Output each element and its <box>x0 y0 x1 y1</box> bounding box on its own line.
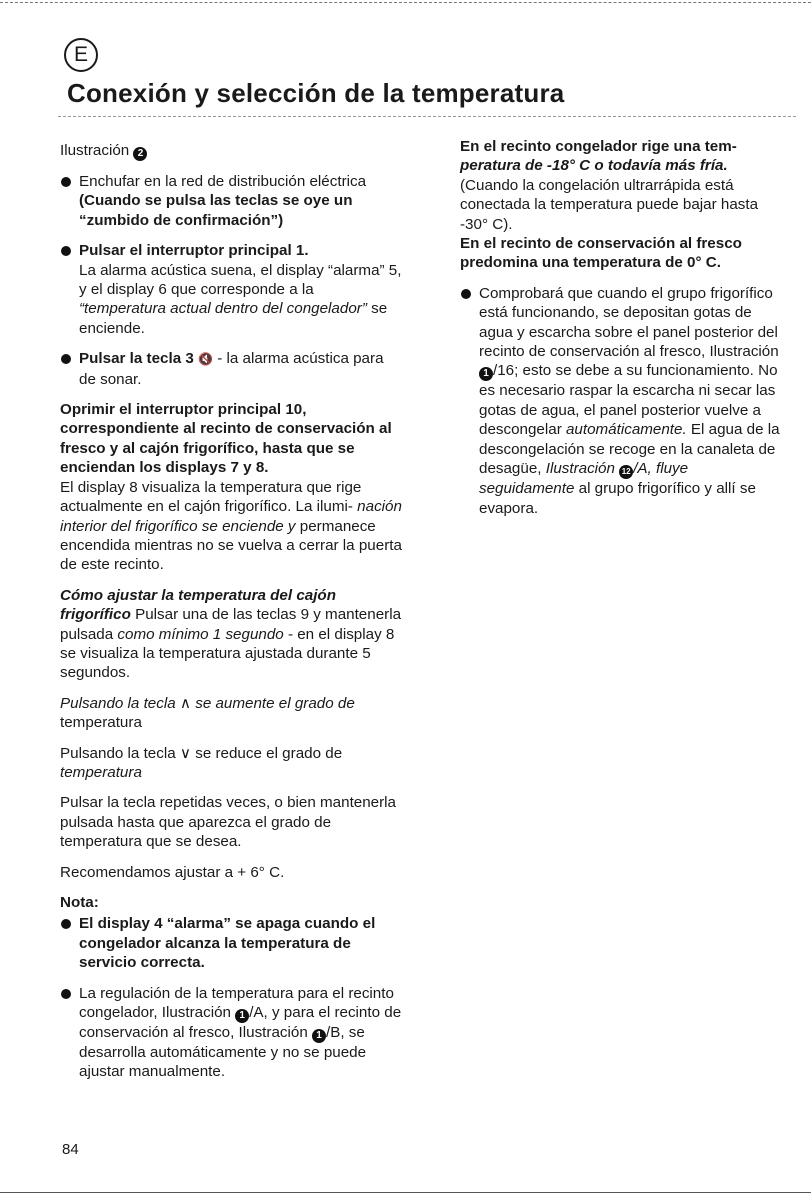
recommendation: Recomendamos ajustar a + 6° C. <box>60 863 285 881</box>
step-alarm-key: Pulsar la tecla 3 🔇 - la alarma acústica para de sonar. <box>60 349 402 389</box>
page-number: 84 <box>62 1141 79 1158</box>
language-badge: E <box>64 38 98 72</box>
top-border-line <box>0 2 811 3</box>
step-fresh-switch: Oprimir el interruptor principal 10, correspondiente al recinto de conservación al fresco y al cajón frigorífico, hasta que se enciendan los displays 7 y 8. El display 8 visualiza la temperatura que rige actualmente en el cajón frigorífico. La ilumi- nación interior del frigorífico se enciende y permanece encendida mientras no se vuelva a cerrar la puerta de este recinto. <box>60 401 402 574</box>
note-alarm-display: El display 4 “alarma” se apaga cuando el congelador alcanza la temperatura de servicio correcta. <box>60 914 402 972</box>
bottom-border-line <box>0 1192 811 1193</box>
illustration-number: 2 <box>133 147 147 161</box>
drawer-temp-instructions: Cómo ajustar la temperatura del cajón frigorífico Pulsar una de las teclas 9 y mantenerla pulsada como mínimo 1 segundo - en el display 8 se visualiza la temperatura ajustada durante 5 segundos. <box>60 586 402 682</box>
decrease-temp-note: Pulsando la tecla ∨ se reduce el grado de temperatura <box>60 744 343 781</box>
note-automatic-regulation: La regulación de la temperatura para el recinto congelador, Ilustración 1 /A, y para el recinto de conservación al fresco, Ilustración 1 /B, se desarrolla automáticamente y no se puede ajustar manualmente. <box>60 984 402 1082</box>
note-heading: Nota: <box>60 894 99 911</box>
page-title: Conexión y selección de la temperatura <box>67 78 565 108</box>
title-underline <box>58 116 796 117</box>
increase-temp-note: Pulsando la tecla ∧ se aumente el grado de temperatura <box>60 694 355 732</box>
right-column <box>460 137 780 529</box>
temperature-info: En el recinto congelador rige una tem- peratura de -18° C o todavía más fría. (Cuando la congelación ultrarrápida está conectada la temperatura puede bajar hasta -30° C). En el recinto de conservación al fresco predomina una temperatura de 0° C. <box>460 138 759 272</box>
repeat-press-note: Pulsar la tecla repetidas veces, o bien mantenerla pulsada hasta que aparezca el grado de temperatura que se desea. <box>60 794 397 851</box>
step-main-switch: Pulsar el interruptor principal 1. La alarma acústica suena, el display “alarma” 5, y el display 6 que corresponde a la “temperatura actual dentro del congelador” se enciende. <box>60 241 402 338</box>
left-column <box>60 141 402 1093</box>
defrost-info: Comprobará que cuando el grupo frigorífico está funcionando, se depositan gotas de agua y escarcha sobre el panel posterior del recinto de conservación al fresco, Ilustración 1 /16; esto se debe a su funcionamiento. No es necesario raspar la escarcha ni secar las gotas de agua, el panel posterior vuelve a descongelar automáticamente. El agua de la descongelación se recoge en la canaleta de desagüe, Ilustración 12 /A, fluye seguidamente al grupo frigorífico y allí se evapora. <box>460 284 780 518</box>
illustration-ref: Ilustración 2 <box>60 141 402 161</box>
alarm-mute-icon: 🔇 <box>198 352 213 367</box>
step-plug-in: Enchufar en la red de distribución eléctrica (Cuando se pulsa las teclas se oye un “zumbido de confirmación”) <box>60 172 402 230</box>
